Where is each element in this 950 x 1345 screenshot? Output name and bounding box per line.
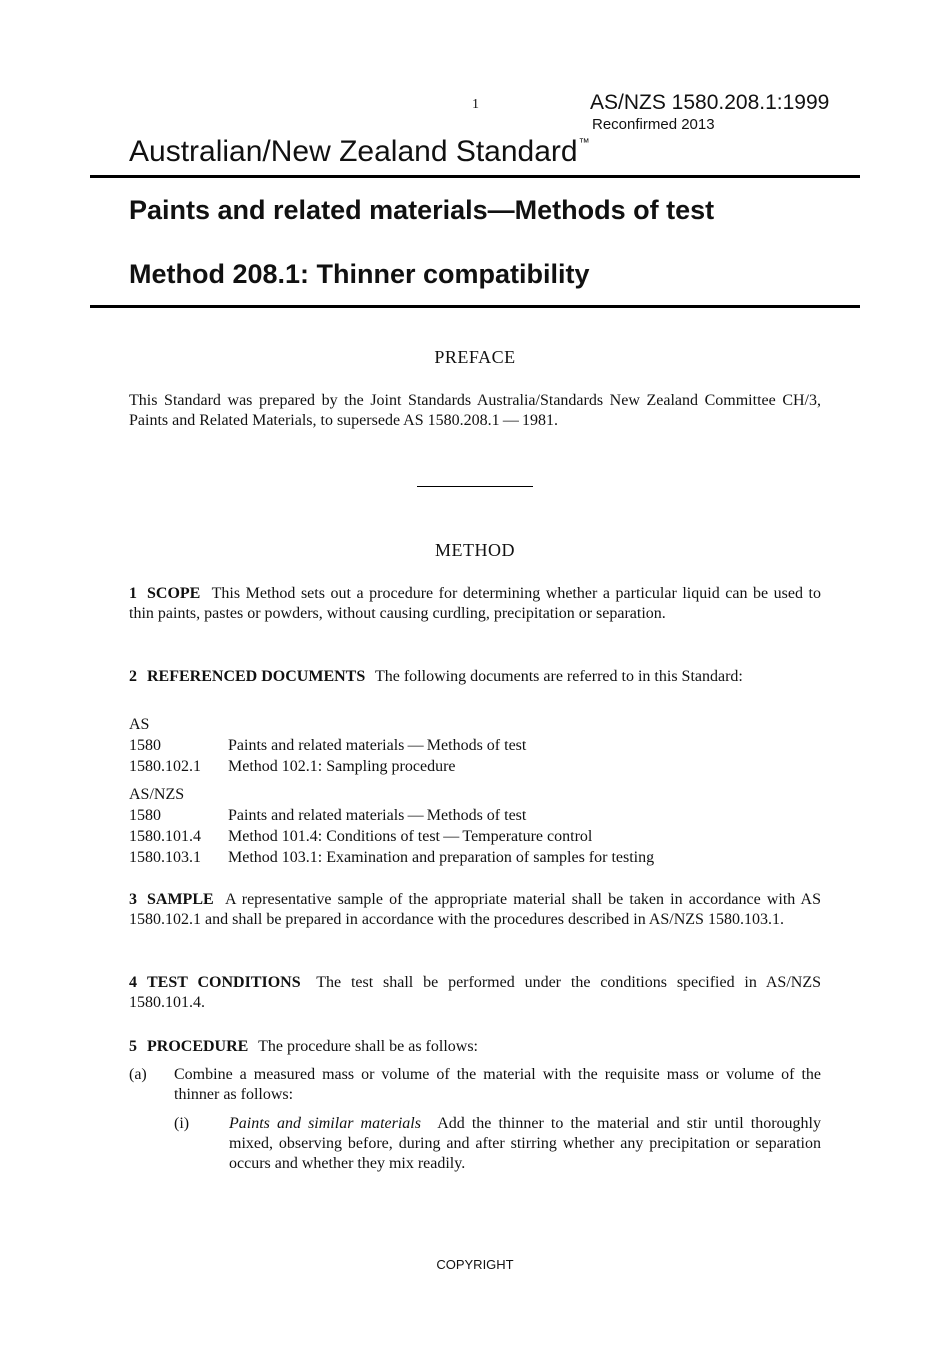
- top-rule: [90, 175, 860, 178]
- scope-text: This Method sets out a procedure for determining whether a particular liquid can be used to thin paints, pastes or powders, without causing curdling, precipitation or separation.: [129, 585, 821, 622]
- referenced-paragraph: [129, 667, 821, 687]
- list-marker-a: (a): [129, 1066, 147, 1083]
- ref-group-label: AS: [129, 716, 150, 733]
- ref-code: 1580.101.4: [129, 828, 201, 845]
- ref-code: 1580: [129, 737, 161, 754]
- trademark-mark: ™: [578, 137, 590, 149]
- conditions-number: 4: [129, 974, 137, 991]
- ref-title: Paints and related materials — Methods of test: [228, 807, 527, 824]
- referenced-text: The following documents are referred to in this Standard:: [374, 668, 743, 685]
- section-divider: [417, 486, 533, 487]
- sample-paragraph: [129, 890, 821, 930]
- list-marker-i: (i): [174, 1115, 190, 1132]
- standard-title: [129, 135, 590, 169]
- ref-code: 1580.102.1: [129, 758, 201, 775]
- page-number: 1: [472, 97, 479, 112]
- conditions-text: The test shall be performed under the conditions specified in AS/NZS 1580.101.4.: [129, 974, 821, 1011]
- preface-heading: PREFACE: [434, 347, 516, 367]
- procedure-item-a: Combine a measured mass or volume of the material with the requisite mass or volume of the thinner as follows:: [174, 1066, 821, 1103]
- method-heading: METHOD: [435, 540, 515, 560]
- method-title: Method 208.1: Thinner compatibility: [129, 259, 590, 289]
- bottom-rule: [90, 305, 860, 308]
- scope-paragraph: [129, 584, 821, 624]
- sample-number: 3: [129, 891, 137, 908]
- ref-title: Method 102.1: Sampling procedure: [228, 758, 456, 775]
- ref-row: [129, 848, 654, 868]
- procedure-item-i-title: Paints and similar materials: [229, 1115, 421, 1132]
- procedure-text: The procedure shall be as follows:: [258, 1038, 478, 1055]
- ref-title: Method 103.1: Examination and preparation of samples for testing: [228, 849, 655, 866]
- ref-row: [129, 827, 592, 847]
- copyright-footer: COPYRIGHT: [436, 1257, 514, 1272]
- procedure-item-i: [229, 1114, 821, 1174]
- procedure-item-i-text: Add the thinner to the material and stir until thoroughly mixed, observing before, during and after stirring whether any precipitation or separation occurs and whether they mix readily.: [229, 1115, 821, 1172]
- ref-row: [129, 757, 456, 777]
- reconfirmed-note: Reconfirmed 2013: [592, 116, 715, 133]
- conditions-title: TEST CONDITIONS: [147, 974, 301, 991]
- standard-number: AS/NZS 1580.208.1:1999: [590, 91, 830, 114]
- procedure-number: 5: [129, 1038, 137, 1055]
- preface-text: This Standard was prepared by the Joint Standards Australia/Standards New Zealand Committee CH/3, Paints and Related Materials, to supersede AS 1580.208.1 — 1981.: [129, 392, 821, 429]
- referenced-title: REFERENCED DOCUMENTS: [147, 668, 366, 685]
- ref-title: Method 101.4: Conditions of test — Temperature control: [228, 828, 593, 845]
- procedure-paragraph: [129, 1037, 821, 1057]
- ref-row: [129, 806, 526, 826]
- ref-row: [129, 736, 526, 756]
- sample-text: A representative sample of the appropriate material shall be taken in accordance with AS 1580.102.1 and shall be prepared in accordance with the procedures described in AS/NZS 1580.103.1.: [129, 891, 821, 928]
- conditions-paragraph: [129, 973, 821, 1013]
- ref-code: 1580.103.1: [129, 849, 201, 866]
- scope-number: 1: [129, 585, 137, 602]
- scope-title: SCOPE: [147, 585, 201, 602]
- referenced-number: 2: [129, 668, 137, 685]
- ref-title: Paints and related materials — Methods of test: [228, 737, 527, 754]
- ref-code: 1580: [129, 807, 161, 824]
- document-title: Paints and related materials—Methods of test: [129, 195, 715, 225]
- procedure-title: PROCEDURE: [147, 1038, 249, 1055]
- ref-group-label: AS/NZS: [129, 786, 185, 803]
- standard-title-text: Australian/New Zealand Standard: [129, 135, 578, 168]
- sample-title: SAMPLE: [147, 891, 214, 908]
